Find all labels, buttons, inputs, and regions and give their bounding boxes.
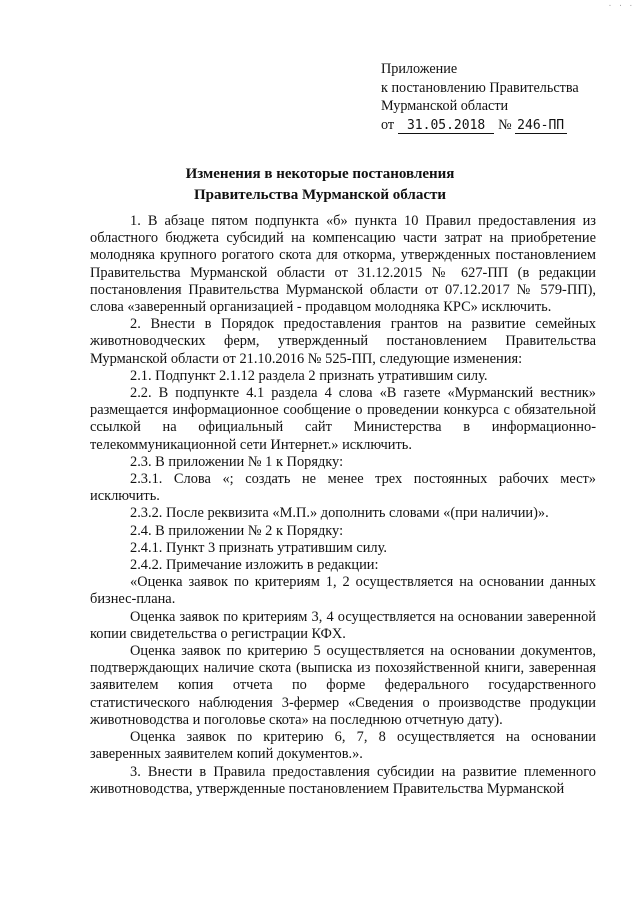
paragraph: 2.4.1. Пункт 3 признать утратившим силу.	[130, 539, 387, 556]
resolution-number: 246-ПП	[515, 118, 567, 134]
appendix-header	[381, 60, 631, 134]
document-body	[90, 213, 596, 798]
paragraph: 3. Внести в Правила предоставления субсидии на развитие племенного животноводства, утвержденные постановлением Правительства Мурманской	[90, 763, 596, 797]
appendix-label: Приложение	[381, 61, 458, 77]
paragraph: «Оценка заявок по критериям 1, 2 осуществляется на основании данных бизнес-плана.	[90, 574, 596, 608]
document-title-line-1: Изменения в некоторые постановления	[185, 166, 455, 182]
document-title-line-2: Правительства Мурманской области	[193, 187, 447, 203]
resolution-date: 31.05.2018	[398, 118, 494, 134]
paragraph: 2. Внести в Порядок предоставления грантов на развитие семейных животноводческих ферм, утвержденный постановлением Правительства Мурманской области от 21.10.2016 № 525-ПП, следующие изменения:	[90, 316, 596, 367]
paragraph: 2.3.2. После реквизита «М.П.» дополнить словами «(при наличии)».	[130, 505, 549, 522]
appendix-date-line	[381, 116, 631, 135]
paragraph: 2.3. В приложении № 1 к Порядку:	[130, 453, 344, 470]
paragraph: Оценка заявок по критерию 5 осуществляется на основании документов, подтверждающих наличие скота (выписка из похозяйственной книги, заверенная заявителем копия отчета по форме федерального государственного статистического наблюдения 3-фермер «Сведения о производстве продукции животноводства и поголовье скота» на последнюю отчетную дату).	[90, 643, 596, 728]
appendix-region: Мурманской области	[381, 98, 509, 114]
paragraph: 2.1. Подпункт 2.1.12 раздела 2 признать утратившим силу.	[130, 367, 488, 384]
paragraph: 2.2. В подпункте 4.1 раздела 4 слова «В газете «Мурманский вестник» размещается информационное сообщение о проведении конкурса с обязательной ссылкой на официальный сайт Министерства в информационно-телекоммуникационной сети Интернет.» исключить.	[90, 385, 596, 453]
paragraph: 1. В абзаце пятом подпункта «б» пункта 10 Правил предоставления из областного бюджета субсидий на компенсацию части затрат на приобретение молодняка крупного рогатого скота для откорма, утвержденных постановлением Правительства Мурманской области от 31.12.2015 № 627-ПП (в редакции постановления Правительства Мурманской области от 07.12.2017 № 579-ПП), слова «заверенный организацией - продавцом молодняка КРС» исключить.	[90, 213, 596, 316]
scan-corner-marks: · · ·	[607, 2, 634, 10]
paragraph: Оценка заявок по критерию 6, 7, 8 осуществляется на основании заверенных заявителем копий документов.».	[90, 729, 596, 763]
paragraph: Оценка заявок по критериям 3, 4 осуществляется на основании заверенной копии свидетельства о регистрации КФХ.	[90, 608, 596, 642]
date-prefix: от	[381, 116, 395, 133]
document-title	[0, 164, 640, 206]
paragraph: 2.4.2. Примечание изложить в редакции:	[130, 557, 379, 574]
paragraph: 2.4. В приложении № 2 к Порядку:	[130, 522, 344, 539]
appendix-resolution-ref: к постановлению Правительства	[381, 79, 579, 96]
number-prefix: №	[498, 116, 512, 133]
paragraph: 2.3.1. Слова «; создать не менее трех постоянных рабочих мест» исключить.	[90, 471, 596, 505]
